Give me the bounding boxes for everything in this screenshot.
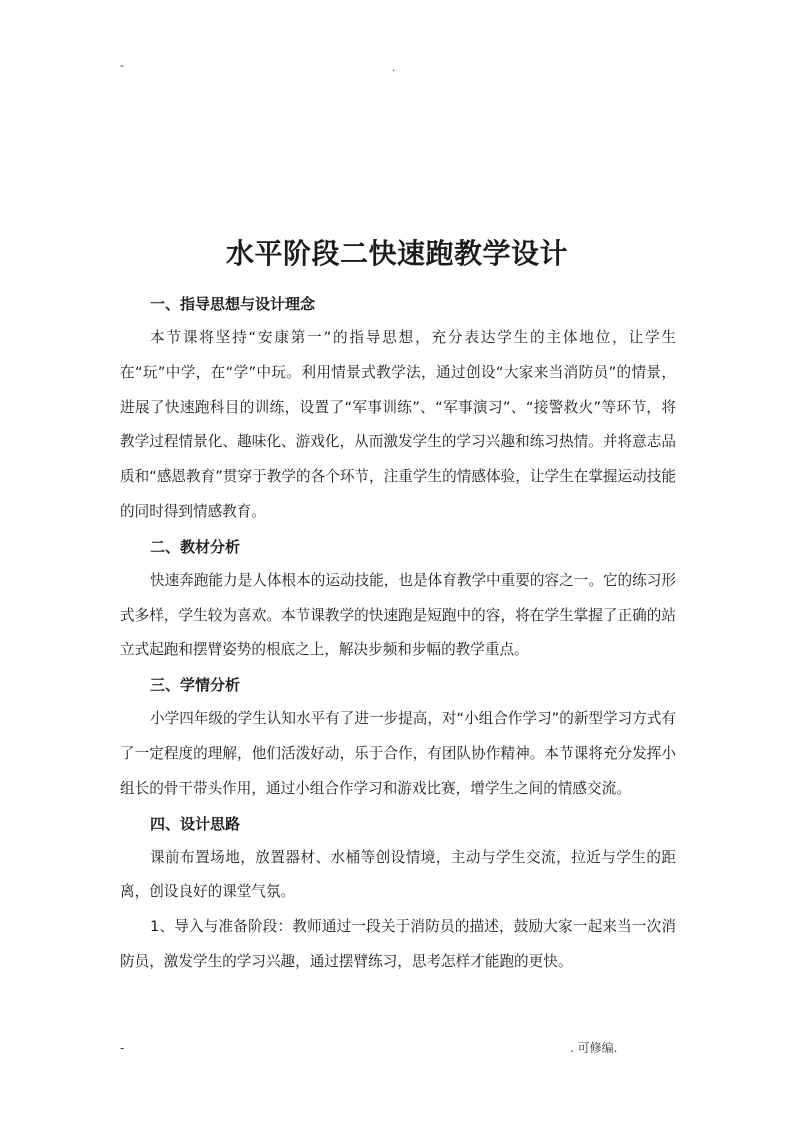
section-paragraph: 课前布置场地，放置器材、水桶等创设情境，主动与学生交流，拉近与学生的距离，创设良好的课堂气氛。 bbox=[120, 848, 676, 901]
footer-left-mark: - bbox=[120, 1041, 125, 1055]
section-heading: 四、设计思路 bbox=[150, 814, 241, 833]
section-paragraph: 小学四年级的学生认知水平有了进一步提高，对“小组合作学习”的新型学习方式有了一定程度的理解，他们活泼好动，乐于合作，有团队协作精神。本节课将充分发挥小组长的骨干带头作用，通过小组合作学习和游戏比赛，增学生之间的情感交流。 bbox=[120, 710, 676, 797]
document-title: 水平阶段二快速跑教学设计 bbox=[225, 237, 568, 270]
section-textbook-analysis bbox=[120, 530, 676, 668]
header-center-mark: . bbox=[392, 61, 396, 74]
document-body bbox=[120, 287, 676, 980]
section-paragraph: 本节课将坚持“安康第一”的指导思想，充分表达学生的主体地位，让学生在“玩”中学，在“学”中玩。利用情景式教学法，通过创设“大家来当消防员”的情景，进展了快速跑科目的训练，设置了“军事训练”、“军事演习”、“接警救火”等环节，将教学过程情景化、趣味化、游戏化，从而激发学生的学习兴趣和练习热情。并将意志品质和“感恩教育”贯穿于教学的各个环节，注重学生的情感体验，让学生在掌握运动技能的同时得到情感教育。 bbox=[120, 329, 676, 520]
header-left-mark: - bbox=[120, 59, 124, 72]
footer-editable-note: . 可修编. bbox=[570, 1041, 618, 1055]
section-heading: 三、学情分析 bbox=[150, 676, 241, 695]
section-student-analysis bbox=[120, 668, 676, 806]
section-heading: 一、指导思想与设计理念 bbox=[150, 295, 316, 313]
section-paragraph: 1、导入与准备阶段：教师通过一段关于消防员的描述，鼓励大家一起来当一次消防员，激发学生的学习兴趣，通过摆臂练习，思考怎样才能跑的更快。 bbox=[120, 918, 676, 970]
section-design-approach bbox=[120, 807, 676, 980]
section-guiding-ideology bbox=[120, 287, 676, 530]
section-paragraph: 快速奔跑能力是人体根本的运动技能，也是体育教学中重要的容之一。它的练习形式多样，学生较为喜欢。本节课教学的快速跑是短跑中的容，将在学生掌握了正确的站立式起跑和摆臂姿势的根底之上，解决步频和步幅的教学重点。 bbox=[120, 571, 676, 659]
section-heading: 二、教材分析 bbox=[150, 537, 241, 556]
